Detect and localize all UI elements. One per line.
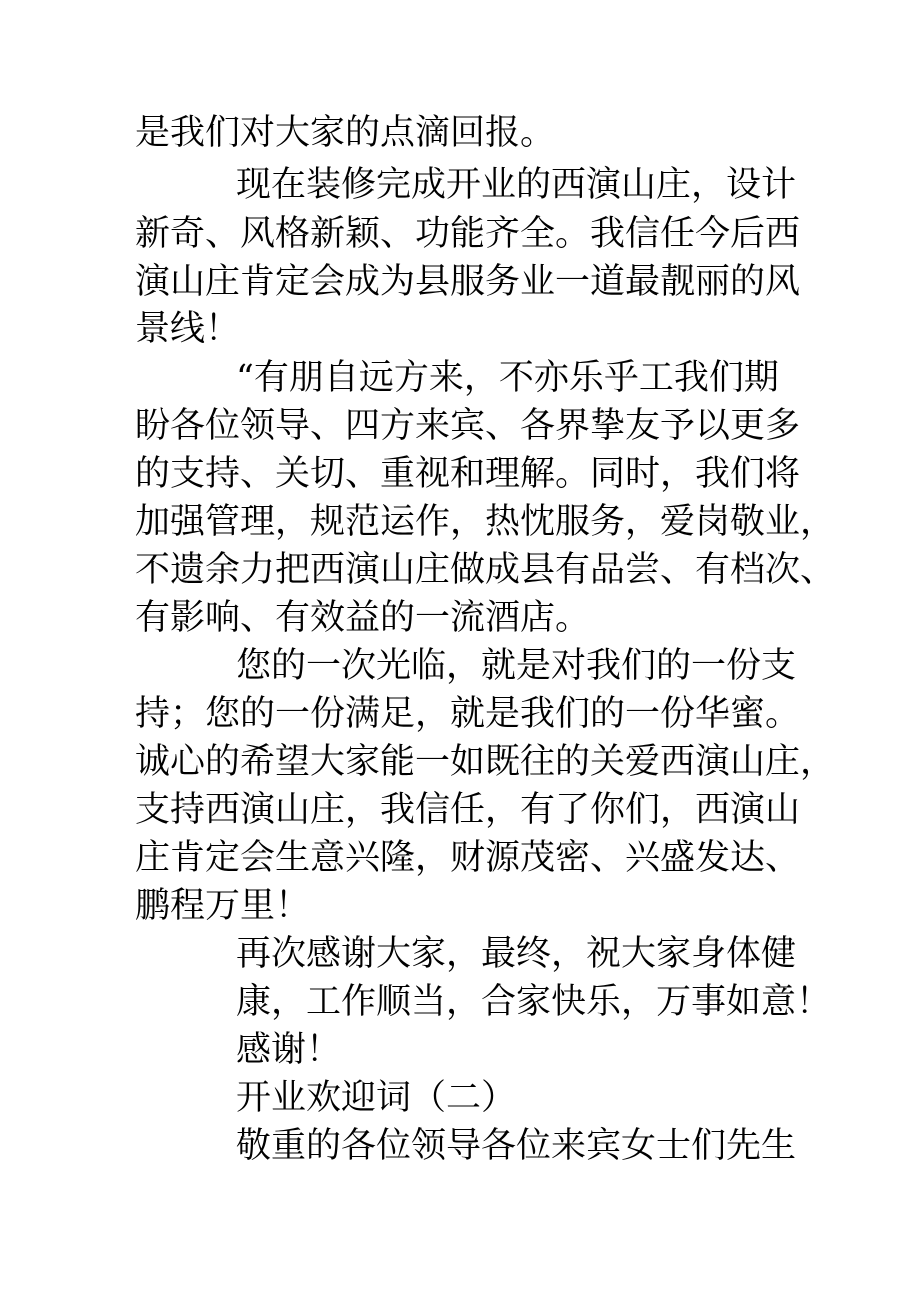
section-title: 开业欢迎词（二） bbox=[236, 1078, 517, 1118]
text-line-9: 加强管理，规范运作，热忱服务，爱岗敬业， bbox=[135, 502, 836, 542]
text-line-10: 不遗余力把西演山庄做成县有品尝、有档次、 bbox=[135, 550, 836, 590]
text-line-13: 持；您的一份满足，就是我们的一份华蜜。 bbox=[135, 694, 801, 734]
text-line-5: 景线！ bbox=[135, 309, 241, 349]
text-line-18: 再次感谢大家，最终，祝大家身体健 bbox=[236, 934, 797, 974]
text-line-1: 是我们对大家的点滴回报。 bbox=[135, 113, 556, 153]
text-line-17: 鹏程万里！ bbox=[135, 886, 311, 926]
text-line-11: 有影响、有效益的一流酒店。 bbox=[135, 598, 591, 638]
text-line-15: 支持西演山庄，我信任，有了你们，西演山 bbox=[135, 790, 801, 830]
text-line-8: 的支持、关切、重视和理解。同时，我们将 bbox=[135, 454, 801, 494]
text-line-14: 诚心的希望大家能一如既往的关爱西演山庄， bbox=[135, 742, 836, 782]
text-line-4: 演山庄肯定会成为县服务业一道最靓丽的风 bbox=[135, 262, 801, 302]
text-line-7: 盼各位领导、四方来宾、各界挚友予以更多 bbox=[135, 406, 801, 446]
text-line-16: 庄肯定会生意兴隆，财源茂密、兴盛发达、 bbox=[135, 838, 801, 878]
text-line-6: “有朋自远方来，不亦乐乎工我们期 bbox=[236, 358, 779, 398]
text-line-20: 感谢！ bbox=[236, 1030, 342, 1070]
text-line-12: 您的一次光临，就是对我们的一份支 bbox=[236, 646, 797, 686]
text-line-19: 康，工作顺当，合家快乐，万事如意！ bbox=[236, 982, 832, 1022]
text-line-22: 敬重的各位领导各位来宾女士们先生 bbox=[236, 1126, 797, 1166]
text-line-2: 现在装修完成开业的西演山庄，设计 bbox=[236, 165, 797, 205]
text-line-3: 新奇、风格新颖、功能齐全。我信任今后西 bbox=[135, 214, 801, 254]
